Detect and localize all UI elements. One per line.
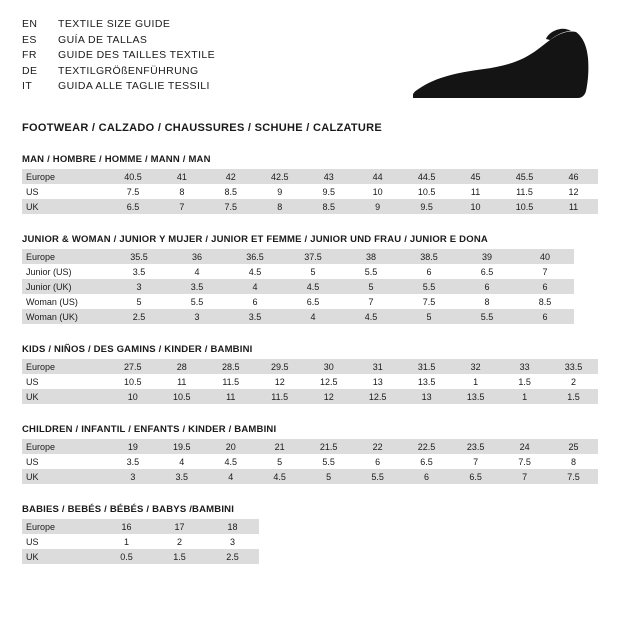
cell: 10 xyxy=(108,389,157,404)
cell: 6.5 xyxy=(402,454,451,469)
cell: 4 xyxy=(168,264,226,279)
cell: 41 xyxy=(157,169,206,184)
cell: 3.5 xyxy=(168,279,226,294)
cell: 5.5 xyxy=(342,264,400,279)
cell: 3.5 xyxy=(108,454,157,469)
cell: 5 xyxy=(255,454,304,469)
table-row xyxy=(22,199,598,214)
table-row xyxy=(22,249,574,264)
cell: 7.5 xyxy=(549,469,598,484)
cell: 38 xyxy=(342,249,400,264)
cell: 17 xyxy=(153,519,206,534)
cell: 6 xyxy=(400,264,458,279)
cell: 1.5 xyxy=(549,389,598,404)
row-label: US xyxy=(22,534,100,549)
table-title: JUNIOR & WOMAN / JUNIOR Y MUJER / JUNIOR ET FEMME / JUNIOR UND FRAU / JUNIOR E DONA xyxy=(22,234,488,245)
language-title: GUIDE DES TAILLES TEXTILE xyxy=(58,49,216,61)
cell: 6.5 xyxy=(451,469,500,484)
cell: 6.5 xyxy=(108,199,157,214)
cell: 4.5 xyxy=(255,469,304,484)
cell: 35.5 xyxy=(110,249,168,264)
table-row xyxy=(22,454,598,469)
cell: 30 xyxy=(304,359,353,374)
cell: 8 xyxy=(549,454,598,469)
table-row xyxy=(22,309,574,324)
cell: 39 xyxy=(458,249,516,264)
cell: 1 xyxy=(451,374,500,389)
table-row xyxy=(22,264,574,279)
language-row xyxy=(22,49,215,63)
table-title: CHILDREN / INFANTIL / ENFANTS / KINDER / BAMBINI xyxy=(22,424,277,435)
cell: 3 xyxy=(168,309,226,324)
cell: 11.5 xyxy=(500,184,549,199)
cell: 11.5 xyxy=(255,389,304,404)
cell: 10.5 xyxy=(500,199,549,214)
cell: 5.5 xyxy=(353,469,402,484)
cell: 3 xyxy=(108,469,157,484)
cell: 9.5 xyxy=(304,184,353,199)
row-label: US xyxy=(22,454,108,469)
cell: 31.5 xyxy=(402,359,451,374)
cell: 7.5 xyxy=(108,184,157,199)
cell: 28 xyxy=(157,359,206,374)
cell: 10 xyxy=(353,184,402,199)
cell: 19.5 xyxy=(157,439,206,454)
cell: 13.5 xyxy=(451,389,500,404)
table-row xyxy=(22,294,574,309)
cell: 12 xyxy=(549,184,598,199)
cell: 5 xyxy=(400,309,458,324)
cell: 3 xyxy=(206,534,259,549)
cell: 45 xyxy=(451,169,500,184)
cell: 25 xyxy=(549,439,598,454)
language-row xyxy=(22,18,215,32)
cell: 8 xyxy=(458,294,516,309)
cell: 3.5 xyxy=(226,309,284,324)
cell: 7.5 xyxy=(206,199,255,214)
size-table-man xyxy=(22,154,598,214)
cell: 8.5 xyxy=(304,199,353,214)
cell: 5.5 xyxy=(168,294,226,309)
cell: 3.5 xyxy=(157,469,206,484)
cell: 2.5 xyxy=(110,309,168,324)
cell: 19 xyxy=(108,439,157,454)
table-row xyxy=(22,279,574,294)
cell: 13 xyxy=(402,389,451,404)
cell: 5.5 xyxy=(458,309,516,324)
cell: 36 xyxy=(168,249,226,264)
cell: 6 xyxy=(516,279,574,294)
cell: 5 xyxy=(110,294,168,309)
size-table xyxy=(22,519,259,564)
cell: 6.5 xyxy=(284,294,342,309)
cell: 10.5 xyxy=(402,184,451,199)
cell: 13 xyxy=(353,374,402,389)
cell: 3 xyxy=(110,279,168,294)
cell: 9 xyxy=(255,184,304,199)
cell: 6 xyxy=(226,294,284,309)
language-code: IT xyxy=(22,80,33,92)
row-label: Junior (US) xyxy=(22,264,110,279)
cell: 10.5 xyxy=(108,374,157,389)
cell: 10 xyxy=(451,199,500,214)
size-table xyxy=(22,249,574,324)
cell: 7 xyxy=(342,294,400,309)
language-title: TEXTILGRÖßENFÜHRUNG xyxy=(58,64,199,77)
row-label: Europe xyxy=(22,519,100,534)
row-label: Woman (UK) xyxy=(22,309,110,324)
cell: 6.5 xyxy=(458,264,516,279)
language-row xyxy=(22,65,215,79)
cell: 32 xyxy=(451,359,500,374)
size-table xyxy=(22,359,598,404)
table-title: BABIES / BEBÉS / BÉBÉS / BABYS /BAMBINI xyxy=(22,504,235,515)
cell: 16 xyxy=(100,519,153,534)
table-row xyxy=(22,169,598,184)
cell: 36.5 xyxy=(226,249,284,264)
cell: 22.5 xyxy=(402,439,451,454)
table-row xyxy=(22,359,598,374)
cell: 5 xyxy=(342,279,400,294)
cell: 2 xyxy=(153,534,206,549)
table-title: MAN / HOMBRE / HOMME / MANN / MAN xyxy=(22,154,211,165)
cell: 11 xyxy=(451,184,500,199)
cell: 9 xyxy=(353,199,402,214)
row-label: UK xyxy=(22,389,108,404)
cell: 20 xyxy=(206,439,255,454)
cell: 22 xyxy=(353,439,402,454)
language-code: ES xyxy=(22,33,37,46)
cell: 6 xyxy=(458,279,516,294)
cell: 7.5 xyxy=(400,294,458,309)
cell: 4.5 xyxy=(342,309,400,324)
cell: 12.5 xyxy=(353,389,402,404)
cell: 33.5 xyxy=(549,359,598,374)
size-table-kids xyxy=(22,344,598,404)
row-label: Europe xyxy=(22,249,110,264)
cell: 31 xyxy=(353,359,402,374)
language-title-list xyxy=(22,18,215,94)
cell: 8 xyxy=(255,199,304,214)
cell: 21 xyxy=(255,439,304,454)
cell: 33 xyxy=(500,359,549,374)
cell: 2 xyxy=(549,374,598,389)
row-label: Europe xyxy=(22,359,108,374)
cell: 5.5 xyxy=(400,279,458,294)
cell: 28.5 xyxy=(206,359,255,374)
page-title: FOOTWEAR / CALZADO / CHAUSSURES / SCHUHE / CALZATURE xyxy=(22,122,383,134)
cell: 46 xyxy=(549,169,598,184)
cell: 7 xyxy=(451,454,500,469)
cell: 1 xyxy=(100,534,153,549)
row-label: Europe xyxy=(22,439,108,454)
language-code: FR xyxy=(22,49,37,61)
cell: 12 xyxy=(255,374,304,389)
cell: 12.5 xyxy=(304,374,353,389)
cell: 8 xyxy=(157,184,206,199)
language-title: GUÍA DE TALLAS xyxy=(58,33,148,46)
language-code: DE xyxy=(22,64,38,77)
cell: 44.5 xyxy=(402,169,451,184)
cell: 7.5 xyxy=(500,454,549,469)
cell: 45.5 xyxy=(500,169,549,184)
cell: 37.5 xyxy=(284,249,342,264)
size-table xyxy=(22,439,598,484)
cell: 0.5 xyxy=(100,549,153,564)
cell: 12 xyxy=(304,389,353,404)
language-title: GUIDA ALLE TAGLIE TESSILI xyxy=(58,80,210,92)
cell: 40 xyxy=(516,249,574,264)
cell: 7 xyxy=(516,264,574,279)
language-title: TEXTILE SIZE GUIDE xyxy=(58,18,171,30)
row-label: US xyxy=(22,374,108,389)
cell: 6 xyxy=(353,454,402,469)
language-row xyxy=(22,34,215,48)
language-row xyxy=(22,80,215,94)
cell: 21.5 xyxy=(304,439,353,454)
cell: 5 xyxy=(304,469,353,484)
table-row xyxy=(22,374,598,389)
row-label: UK xyxy=(22,469,108,484)
cell: 2.5 xyxy=(206,549,259,564)
row-label: UK xyxy=(22,549,100,564)
page-header xyxy=(22,18,598,100)
cell: 5.5 xyxy=(304,454,353,469)
cell: 29.5 xyxy=(255,359,304,374)
cell: 13.5 xyxy=(402,374,451,389)
table-title: KIDS / NIÑOS / DES GAMINS / KINDER / BAMBINI xyxy=(22,344,253,355)
cell: 11 xyxy=(206,389,255,404)
cell: 23.5 xyxy=(451,439,500,454)
cell: 6 xyxy=(516,309,574,324)
cell: 44 xyxy=(353,169,402,184)
cell: 1.5 xyxy=(153,549,206,564)
table-row xyxy=(22,469,598,484)
cell: 40.5 xyxy=(108,169,157,184)
row-label: Woman (US) xyxy=(22,294,110,309)
cell: 6 xyxy=(402,469,451,484)
size-table-children xyxy=(22,424,598,484)
cell: 3.5 xyxy=(110,264,168,279)
cell: 42 xyxy=(206,169,255,184)
cell: 7 xyxy=(157,199,206,214)
cell: 1 xyxy=(500,389,549,404)
table-row xyxy=(22,184,598,199)
cell: 11 xyxy=(157,374,206,389)
cell: 38.5 xyxy=(400,249,458,264)
cell: 8.5 xyxy=(206,184,255,199)
cell: 8.5 xyxy=(516,294,574,309)
cell: 42.5 xyxy=(255,169,304,184)
cell: 4 xyxy=(284,309,342,324)
table-row xyxy=(22,519,259,534)
cell: 43 xyxy=(304,169,353,184)
cell: 7 xyxy=(500,469,549,484)
size-table-babies xyxy=(22,504,598,564)
cell: 1.5 xyxy=(500,374,549,389)
row-label: UK xyxy=(22,199,108,214)
language-code: EN xyxy=(22,18,38,30)
dress-shoe-icon xyxy=(400,22,590,100)
cell: 18 xyxy=(206,519,259,534)
cell: 10.5 xyxy=(157,389,206,404)
cell: 4.5 xyxy=(226,264,284,279)
cell: 11.5 xyxy=(206,374,255,389)
size-table-junior-woman xyxy=(22,234,598,324)
table-row xyxy=(22,549,259,564)
cell: 5 xyxy=(284,264,342,279)
table-row xyxy=(22,534,259,549)
cell: 4 xyxy=(206,469,255,484)
row-label: Europe xyxy=(22,169,108,184)
cell: 27.5 xyxy=(108,359,157,374)
cell: 4.5 xyxy=(206,454,255,469)
cell: 4 xyxy=(226,279,284,294)
cell: 4 xyxy=(157,454,206,469)
cell: 4.5 xyxy=(284,279,342,294)
cell: 9.5 xyxy=(402,199,451,214)
cell: 11 xyxy=(549,199,598,214)
cell: 24 xyxy=(500,439,549,454)
table-row xyxy=(22,439,598,454)
row-label: US xyxy=(22,184,108,199)
table-row xyxy=(22,389,598,404)
row-label: Junior (UK) xyxy=(22,279,110,294)
size-table xyxy=(22,169,598,214)
